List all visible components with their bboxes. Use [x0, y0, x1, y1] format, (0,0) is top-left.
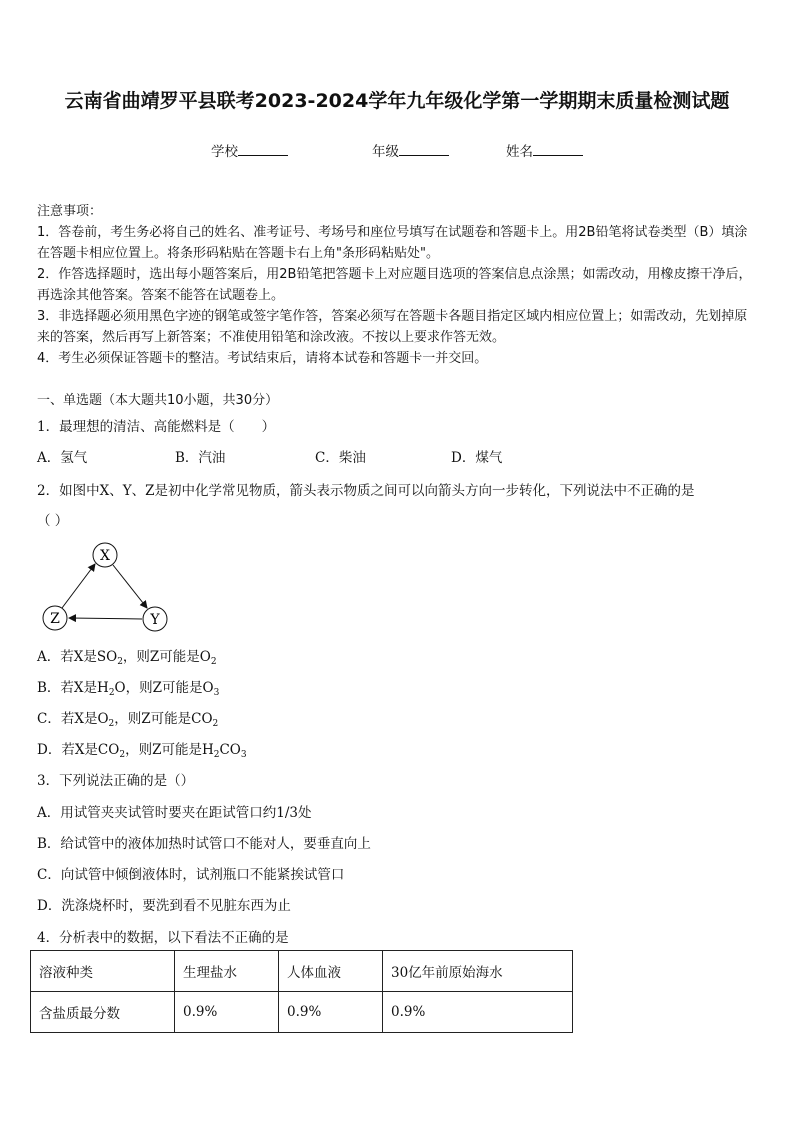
notice-item: 3．非选择题必须用黑色字迹的钢笔或签字笔作答，答案必须写在答题卡各题目指定区域内相应位置上；如需改动，先划掉原来的答案，然后再写上新答案；不准使用铅笔和涂改液。不按以上要求作答无效。 — [37, 309, 748, 345]
arrow-z-to-x — [62, 564, 95, 608]
q3-option-a: A．用试管夹夹试管时要夹在距试管口约1/3处 — [37, 805, 312, 821]
node-y-label: Y — [150, 612, 160, 628]
arrow-x-to-y — [113, 565, 147, 608]
notice-item: 4．考生必须保证答题卡的整洁。考试结束后，请将本试卷和答题卡一并交回。 — [37, 351, 488, 366]
notice-block — [37, 201, 759, 369]
salt-content-table — [30, 950, 573, 1033]
xyz-cycle-diagram — [38, 538, 173, 634]
table-header-cell: 溶液种类 — [31, 951, 175, 992]
school-label: 学校 — [211, 144, 238, 160]
q1-option-a: A．氢气 — [37, 450, 88, 466]
table-header-cell: 生理盐水 — [175, 951, 279, 992]
table-header-cell: 人体血液 — [279, 951, 383, 992]
q1-option-d: D．煤气 — [451, 450, 503, 466]
notice-heading: 注意事项： — [37, 204, 103, 219]
q4-stem: 4．分析表中的数据，以下看法不正确的是 — [37, 930, 289, 946]
q1-option-b: B．汽油 — [175, 450, 226, 466]
table-cell: 0.9% — [383, 992, 573, 1033]
q1-option-c: C．柴油 — [315, 450, 366, 466]
q2-stem: 2．如图中X、Y、Z是初中化学常见物质，箭头表示物质之间可以向箭头方向一步转化，下列说法中不正确的是 — [37, 483, 695, 499]
name-label: 姓名 — [506, 144, 533, 160]
q2-option-b: B．若X是$H_2O$，则Z可能是$O_3$ — [37, 680, 220, 698]
q1-stem: 1．最理想的清洁、高能燃料是（ ） — [37, 419, 276, 435]
q3-option-c: C．向试管中倾倒液体时，试剂瓶口不能紧挨试管口 — [37, 867, 345, 883]
q3-option-d: D．洗涤烧杯时，要洗到看不见脏东西为止 — [37, 898, 291, 914]
table-cell: 0.9% — [279, 992, 383, 1033]
school-field — [211, 140, 288, 160]
q3-stem: 3．下列说法正确的是（） — [37, 773, 195, 789]
q2-option-a: A．若X是$SO_2$，则Z可能是$O_2$ — [37, 649, 217, 667]
school-blank — [238, 143, 288, 156]
page-title: 云南省曲靖罗平县联考2023-2024学年九年级化学第一学期期末质量检测试题 — [64, 90, 730, 112]
q2-paren: （ ） — [37, 513, 69, 529]
grade-label: 年级 — [372, 144, 399, 160]
name-blank — [533, 143, 583, 156]
table-cell: 含盐质最分数 — [31, 992, 175, 1033]
name-field — [506, 140, 583, 160]
notice-item: 2．作答选择题时，选出每小题答案后，用2B铅笔把答题卡上对应题目选项的答案信息点涂黑；如需改动，用橡皮擦干净后，再选涂其他答案。答案不能答在试题卷上。 — [37, 267, 752, 303]
node-x-label: X — [100, 548, 110, 564]
notice-item: 1．答卷前，考生务必将自己的姓名、准考证号、考场号和座位号填写在试题卷和答题卡上。用2B铅笔将试卷类型（B）填涂在答题卡相应位置上。将条形码粘贴在答题卡右上角"条形码粘贴处"。 — [37, 225, 748, 261]
section-heading: 一、单选题（本大题共10小题，共30分） — [37, 393, 279, 408]
grade-field — [372, 140, 449, 160]
table-row — [31, 951, 573, 992]
table-cell: 0.9% — [175, 992, 279, 1033]
table-row — [31, 992, 573, 1033]
table-header-cell: 30亿年前原始海水 — [383, 951, 573, 992]
q2-option-d: D．若X是$CO_2$，则Z可能是$H_2CO_3$ — [37, 742, 247, 760]
grade-blank — [399, 143, 449, 156]
node-z-label: Z — [50, 611, 60, 627]
q3-option-b: B．给试管中的液体加热时试管口不能对人，要垂直向上 — [37, 836, 371, 852]
q2-option-c: C．若X是$O_2$，则Z可能是$CO_2$ — [37, 711, 219, 729]
arrow-y-to-z — [69, 618, 142, 619]
